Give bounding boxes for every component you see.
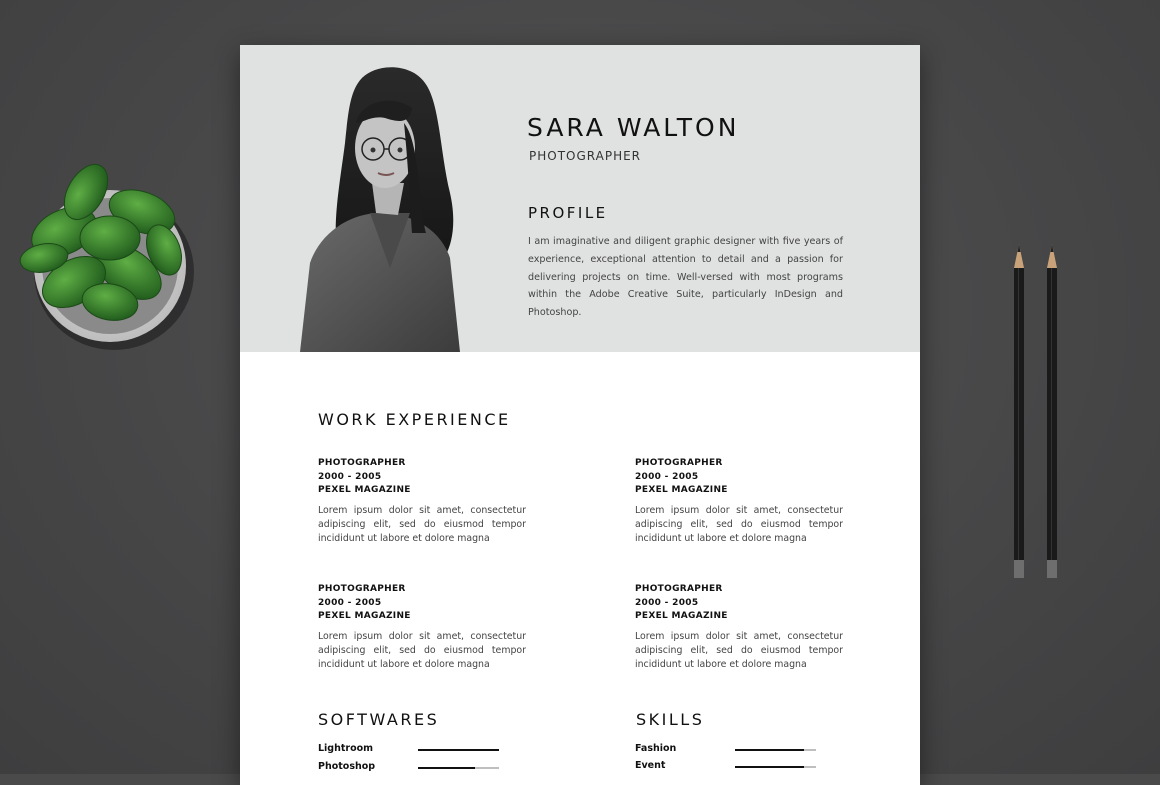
software-level-bar xyxy=(418,767,499,769)
portrait-photo xyxy=(300,63,470,352)
job-years: 2000 - 2005 xyxy=(318,597,382,608)
profile-heading: PROFILE xyxy=(528,204,608,222)
skill-label: Fashion xyxy=(635,743,677,754)
job-position: PHOTOGRAPHER xyxy=(318,584,406,594)
skill-level-fill xyxy=(735,749,804,751)
skill-label: Event xyxy=(635,760,666,771)
software-level-fill xyxy=(418,749,499,751)
skill-row xyxy=(635,743,835,757)
work-experience-heading: WORK EXPERIENCE xyxy=(318,410,511,429)
job-years: 2000 - 2005 xyxy=(318,471,382,482)
candidate-name: SARA WALTON xyxy=(527,113,740,142)
skills-heading: SKILLS xyxy=(636,710,705,729)
job-years: 2000 - 2005 xyxy=(635,597,699,608)
resume-sheet xyxy=(240,45,920,785)
plant-decoration xyxy=(14,162,196,352)
profile-text: I am imaginative and diligent graphic designer with five years of experience, exceptional attention to detail and a passion for delivering projects on time. Well-versed with most programs within the Adobe Creative Suite, particularly InDesign and Photoshop. xyxy=(528,236,843,319)
software-level-bar xyxy=(418,749,499,751)
job-position: PHOTOGRAPHER xyxy=(318,458,406,468)
skill-level-bar xyxy=(735,766,816,768)
software-level-fill xyxy=(418,767,475,769)
job-entry xyxy=(635,583,843,672)
software-label: Lightroom xyxy=(318,743,374,754)
job-description: Lorem ipsum dolor sit amet, consectetur adipiscing elit, sed do eiusmod tempor incididunt ut labore et dolore magna xyxy=(635,504,843,545)
software-row xyxy=(318,743,518,757)
job-description: Lorem ipsum dolor sit amet, consectetur adipiscing elit, sed do eiusmod tempor incididunt ut labore et dolore magna xyxy=(318,504,526,545)
software-label: Photoshop xyxy=(318,761,376,772)
candidate-role: PHOTOGRAPHER xyxy=(529,149,642,163)
job-company: PEXEL MAGAZINE xyxy=(318,485,411,496)
job-position: PHOTOGRAPHER xyxy=(635,458,723,468)
job-description: Lorem ipsum dolor sit amet, consectetur adipiscing elit, sed do eiusmod tempor incididunt ut labore et dolore magna xyxy=(318,630,526,671)
skill-level-fill xyxy=(735,766,804,768)
job-years: 2000 - 2005 xyxy=(635,471,699,482)
job-company: PEXEL MAGAZINE xyxy=(318,611,411,622)
software-row xyxy=(318,761,518,775)
job-entry xyxy=(635,457,843,546)
job-company: PEXEL MAGAZINE xyxy=(635,611,728,622)
job-description: Lorem ipsum dolor sit amet, consectetur adipiscing elit, sed do eiusmod tempor incididunt ut labore et dolore magna xyxy=(635,630,843,671)
pencil-decoration xyxy=(1045,244,1059,580)
skill-level-bar xyxy=(735,749,816,751)
job-company: PEXEL MAGAZINE xyxy=(635,485,728,496)
softwares-heading: SOFTWARES xyxy=(318,710,440,729)
job-position: PHOTOGRAPHER xyxy=(635,584,723,594)
job-entry xyxy=(318,457,526,546)
job-entry xyxy=(318,583,526,672)
skill-row xyxy=(635,760,835,774)
pencil-decoration xyxy=(1012,244,1026,580)
resume-header xyxy=(240,45,920,352)
